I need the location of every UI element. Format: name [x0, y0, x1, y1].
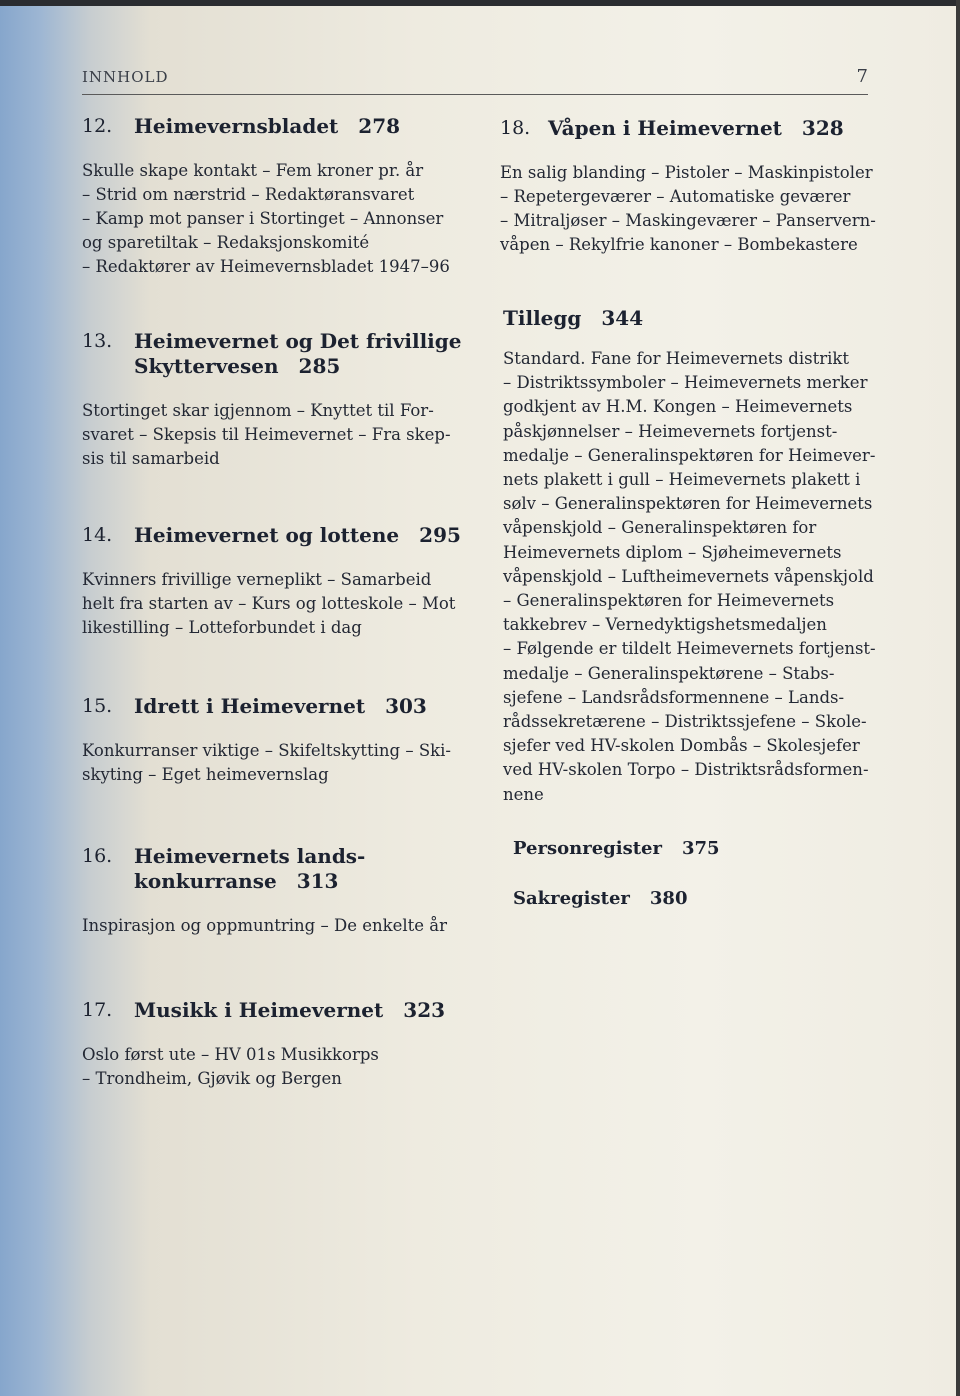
index-page: 375: [681, 838, 720, 859]
toc-entry-14[interactable]: [82, 523, 482, 640]
chapter-title-line-2: konkurranse: [134, 869, 277, 893]
chapter-heading: [82, 523, 482, 548]
appendix-description: Standard. Fane for Heimevernets distrikt – Distriktssymboler – Heimevernets merker godkjent av H.M. Kongen – Heimevernets påskjønnelser – Heimevernets fortjenst- medalje – Generalinspektøren for Heimever- nets plakett i gull – Heimevernets plakett i sølv – Generalinspektøren for Heimevernets våpenskjold – Generalinspektøren for Heimevernets diplom – Sjøheimevernets våpenskjold – Luftheimevernets våpenskjold – Generalinspektøren for Heimevernets takkebrev – Vernedyktigshetsmedaljen – Følgende er tildelt Heimevernets fortjenst- medalje – Generalinspektørene – Stabs- sjefene – Landsrådsformennene – Lands- rådssekretærene – Distriktssjefene – Skole- sjefer ved HV-skolen Dombås – Skolesjefer ved HV-skolen Torpo – Distriktsrådsformen- nene: [503, 349, 876, 804]
chapter-page: 323: [403, 998, 446, 1022]
chapter-description: Skulle skape kontakt – Fem kroner pr. år – Strid om nærstrid – Redaktøransvaret – Kamp mot panser i Stortinget – Annonser og sparetiltak – Redaksjonskomité – Redaktører av Heimevernsbladet 1947–96: [82, 161, 450, 276]
chapter-title-line-1: Heimevernets lands-: [134, 844, 366, 868]
chapter-description: Konkurranser viktige – Skifeltskytting – Ski- skyting – Eget heimevernslag: [82, 741, 452, 784]
chapter-heading: [82, 114, 482, 139]
chapter-description: Stortinget skar igjennom – Knyttet til For- svaret – Skepsis til Heimevernet – Fra skep- sis til samarbeid: [82, 401, 451, 468]
chapter-page: 328: [801, 116, 844, 140]
chapter-title: Idrett i Heimevernet: [134, 694, 366, 718]
chapter-heading: [500, 116, 910, 141]
chapter-title: Heimevernsbladet: [134, 114, 339, 138]
section-label: INNHOLD: [82, 68, 169, 86]
chapter-description: En salig blanding – Pistoler – Maskinpistoler – Repetergeværer – Automatiske geværer – Mitraljøser – Maskingeværer – Panservern- våpen – Rekylfrie kanoner – Bombekastere: [500, 163, 876, 254]
toc-entry-13[interactable]: [82, 329, 482, 471]
chapter-page: 285: [298, 354, 341, 378]
chapter-title: Heimevernet og lottene: [134, 523, 400, 547]
chapter-title: Musikk i Heimevernet: [134, 998, 384, 1022]
appendix-heading: [503, 306, 923, 331]
chapter-title-line-1: Heimevernet og Det frivillige: [134, 329, 462, 353]
toc-entry-15[interactable]: [82, 694, 482, 787]
page-header: [82, 68, 868, 95]
chapter-number: 13.: [82, 330, 113, 352]
toc-entry-12[interactable]: [82, 114, 482, 279]
toc-entry-17[interactable]: [82, 998, 482, 1091]
chapter-heading: [82, 844, 482, 894]
toc-entry-18[interactable]: [500, 116, 910, 257]
page-number: 7: [856, 66, 868, 87]
chapter-number: 14.: [82, 524, 113, 546]
chapter-heading: [82, 998, 482, 1023]
toc-entry-personregister[interactable]: [513, 838, 720, 859]
appendix-page: 344: [601, 306, 644, 330]
chapter-number: 18.: [500, 117, 531, 139]
book-page: [0, 6, 960, 1396]
index-title: Personregister: [513, 838, 662, 859]
chapter-number: 16.: [82, 845, 113, 867]
chapter-number: 15.: [82, 695, 113, 717]
toc-entry-tillegg[interactable]: [503, 306, 923, 807]
chapter-page: 278: [358, 114, 401, 138]
chapter-number: 12.: [82, 115, 113, 137]
toc-entry-16[interactable]: [82, 844, 482, 938]
chapter-page: 313: [296, 869, 339, 893]
chapter-page: 295: [419, 523, 461, 547]
appendix-title: Tillegg: [503, 306, 582, 330]
chapter-heading: [82, 694, 482, 719]
chapter-description: Kvinners frivillige verneplikt – Samarbeid helt fra starten av – Kurs og lotteskole – Mot likestilling – Lotteforbundet i dag: [82, 570, 456, 637]
chapter-description: Inspirasjon og oppmuntring – De enkelte år: [82, 916, 448, 935]
chapter-description: Oslo først ute – HV 01s Musikkorps – Trondheim, Gjøvik og Bergen: [82, 1045, 379, 1088]
chapter-number: 17.: [82, 999, 113, 1021]
index-title: Sakregister: [513, 888, 630, 909]
chapter-page: 303: [385, 694, 427, 718]
chapter-title-line-2: Skyttervesen: [134, 354, 279, 378]
chapter-heading: [82, 329, 482, 379]
chapter-title: Våpen i Heimevernet: [548, 116, 782, 140]
photo-right-edge: [956, 0, 960, 1396]
toc-entry-sakregister[interactable]: [513, 888, 687, 909]
index-page: 380: [649, 888, 688, 909]
